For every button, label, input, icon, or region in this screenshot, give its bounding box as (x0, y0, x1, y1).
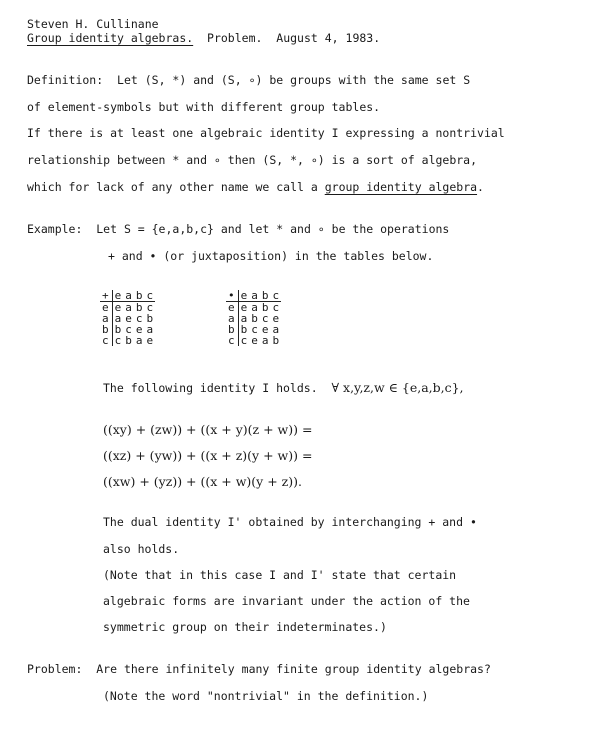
example-label: Example: (27, 222, 83, 236)
document-date: August 4, 1983. (276, 31, 381, 45)
table-row-header: e (226, 302, 238, 314)
table-row-header: b (100, 324, 112, 335)
table-header-row (226, 290, 281, 302)
definition-line-1: Definition: Let (S, *) and (S, ∘) be groups with the same set S (27, 73, 471, 87)
table-row-header: c (100, 335, 112, 346)
table-operator-symbol: + (100, 290, 112, 302)
table-cell: a (251, 301, 258, 314)
table-cell: e (114, 301, 122, 314)
definition-line-3: If there is at least one algebraic identity I expressing a nontrivial (27, 126, 505, 140)
table-cell: b (261, 301, 269, 314)
table-cell: c (261, 312, 269, 325)
table-cell: e (146, 334, 154, 347)
author-name: Steven H. Cullinane (27, 17, 159, 31)
table-cell: c (125, 323, 132, 336)
defined-term: group identity algebra (324, 180, 478, 194)
identity-intro: The following identity I holds. ∀ x,y,z,w ∈ {e,a,b,c}, (103, 380, 464, 395)
table-header-row (100, 290, 155, 302)
table-cell: a (261, 334, 269, 347)
dot-operation-table (226, 290, 281, 346)
table-cell: c (251, 323, 258, 336)
table-cell: b (240, 323, 248, 336)
table-cell: c (114, 334, 122, 347)
definition-line-2: of element-symbols but with different group tables. (27, 100, 381, 114)
table-cell: a (272, 323, 280, 336)
dual-line-1: The dual identity I' obtained by interchanging + and • (103, 515, 477, 529)
note-line-1: (Note that in this case I and I' state that certain (103, 568, 457, 582)
title-text: Group identity algebras. (27, 31, 194, 45)
problem-line-2: (Note the word "nontrivial" in the definition.) (103, 689, 429, 703)
table-cell: b (114, 323, 122, 336)
table-cell: c (146, 301, 154, 314)
table-row-header: b (226, 324, 238, 335)
table-operator-symbol: • (226, 290, 238, 302)
table-row (226, 335, 281, 346)
table-cell: a (125, 301, 132, 314)
table-cell: b (251, 312, 258, 325)
dual-line-2: also holds. (103, 542, 180, 556)
table-column-header: b (135, 289, 143, 302)
table-row (100, 335, 155, 346)
table-cell: c (240, 334, 248, 347)
table-cell: a (114, 312, 122, 325)
table-column-header: e (112, 290, 123, 302)
document-kind: Problem. (207, 31, 263, 45)
table-cell: a (135, 334, 143, 347)
table-row-header: c (226, 335, 238, 346)
table-cell: e (272, 312, 280, 325)
table-cell: e (135, 323, 143, 336)
table-column-header: c (272, 289, 280, 302)
table-cell: e (240, 301, 248, 314)
note-line-3: symmetric group on their indeterminates.) (103, 620, 387, 634)
table-cell: c (135, 312, 143, 325)
table-cell: b (125, 334, 132, 347)
table-cell: e (261, 323, 269, 336)
table-cell: a (146, 323, 154, 336)
table-column-header: e (238, 290, 249, 302)
example-line-1: Example: Let S = {e,a,b,c} and let * and ∘ be the operations (27, 222, 450, 236)
table-cell: b (146, 312, 154, 325)
identity-equation-1: ((xy) + (zw)) + ((x + y)(z + w)) = (103, 422, 313, 437)
note-line-2: algebraic forms are invariant under the action of the (103, 594, 470, 608)
definition-label: Definition: (27, 73, 104, 87)
plus-operation-table (100, 290, 155, 346)
quantifier-clause: ∀ x,y,z,w ∈ {e,a,b,c}, (331, 380, 464, 395)
identity-equation-2: ((xz) + (yw)) + ((x + z)(y + w)) = (103, 448, 313, 463)
table-row-header: e (100, 302, 112, 314)
identity-equation-3: ((xw) + (yz)) + ((x + w)(y + z)). (103, 474, 302, 489)
problem-label: Problem: (27, 662, 83, 676)
table-cell: b (135, 301, 143, 314)
table-cell: e (125, 312, 132, 325)
table-cell: a (240, 312, 248, 325)
table-column-header: b (261, 289, 269, 302)
problem-line-1: Problem: Are there infinitely many finite group identity algebras? (27, 662, 491, 676)
table-column-header: a (125, 289, 132, 302)
table-column-header: c (146, 289, 154, 302)
table-cell: c (272, 301, 280, 314)
example-line-2: + and • (or juxtaposition) in the tables below. (108, 249, 434, 263)
table-cell: e (251, 334, 258, 347)
table-column-header: a (251, 289, 258, 302)
definition-line-4: relationship between * and ∘ then (S, *, ∘) is a sort of algebra, (27, 153, 478, 167)
table-row-header: a (226, 313, 238, 324)
definition-line-5: which for lack of any other name we call a group identity algebra. (27, 180, 484, 194)
table-cell: b (272, 334, 280, 347)
document-title (27, 33, 380, 45)
table-row-header: a (100, 313, 112, 324)
